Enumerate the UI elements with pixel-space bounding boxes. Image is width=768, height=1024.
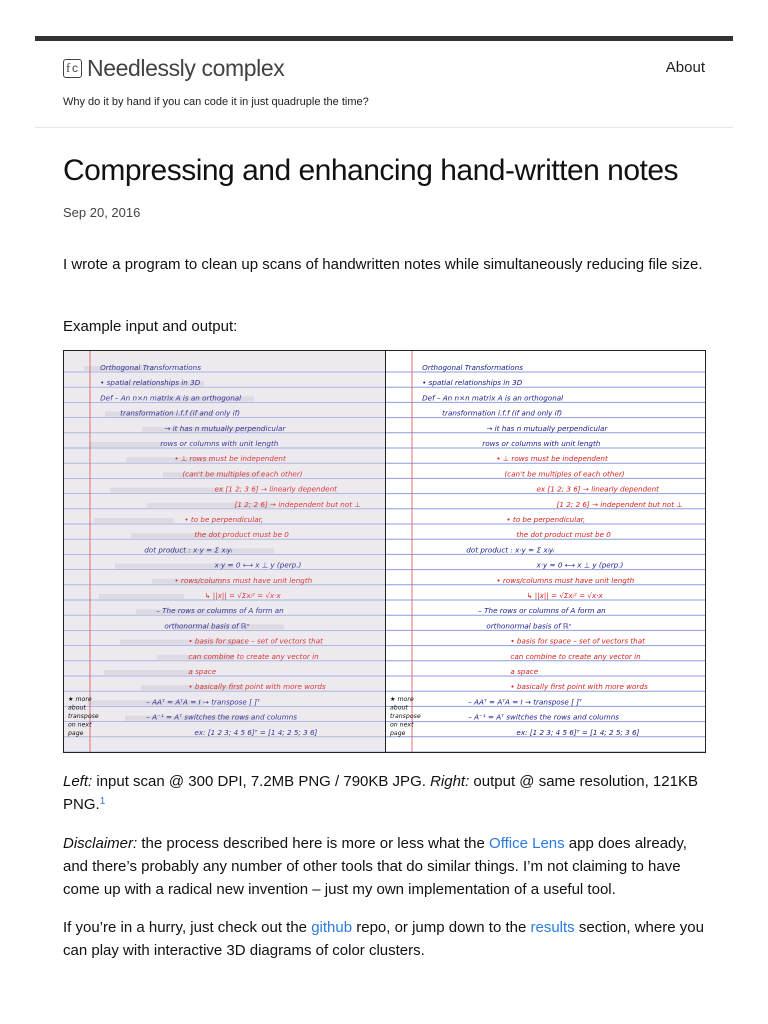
github-link[interactable]: github — [311, 919, 353, 936]
right-note-line: – AAᵀ = AᵀA = I ⇝ transpose [ ]ᵀ — [468, 697, 582, 707]
office-lens-link[interactable]: Office Lens — [489, 835, 565, 852]
left-bleed-mark — [89, 442, 164, 447]
left-note-line: – The rows or columns of A form an — [156, 606, 284, 616]
left-bleed-mark — [99, 594, 184, 599]
left-note-line: x·y = 0 ⟷ x ⊥ y (perp.) — [214, 560, 302, 570]
right-note-line: – A⁻¹ = Aᵀ switches the rows and columns — [468, 712, 620, 722]
disclaimer-paragraph — [63, 832, 705, 901]
right-note-line: ex: [1 2 3; 4 5 6]ᵀ = [1 4; 2 5; 3 6] — [516, 727, 640, 737]
hurry-text-before: If you’re in a hurry, just check out the — [63, 919, 312, 936]
disclaimer-text-before: the process described here is more or less what the — [137, 835, 490, 852]
left-note-line: • basis for space – set of vectors that — [188, 636, 323, 646]
right-note-line: orthonormal basis of ℝⁿ — [486, 621, 572, 631]
left-note-line: a space — [188, 667, 217, 676]
left-note-line: • basically first point with more words — [188, 682, 326, 692]
caption-left-label: Left: — [63, 773, 93, 790]
right-margin-note: about — [390, 704, 408, 712]
hurry-paragraph — [63, 916, 705, 962]
left-note-line: ex [1 2; 3 6] → linearly dependent — [214, 484, 337, 494]
right-note-line: the dot product must be 0 — [516, 530, 611, 540]
right-margin-note: ★ more — [390, 696, 414, 703]
example-label: Example input and output: — [63, 318, 238, 335]
disclaimer-text-after: app does already, and there’s probably any number of other tools that do similar things. I’m not claiming to have come up with a radical new invention – just my own implementation of a useful tool. — [63, 835, 687, 898]
right-note-line: a space — [510, 667, 539, 676]
left-note-line: dot product : x·y = Σ xᵢyᵢ — [144, 545, 233, 555]
right-note-line: – The rows or columns of A form an — [478, 606, 606, 616]
left-margin-note: about — [68, 704, 86, 712]
right-note-line: • basically first point with more words — [510, 682, 648, 692]
left-note-line: Orthogonal Transformations — [100, 363, 202, 372]
left-notes-panel — [64, 351, 385, 753]
caption-right-label: Right: — [430, 773, 470, 790]
left-margin-note: transpose — [68, 713, 99, 720]
caption-left-text: input scan @ 300 DPI, 7.2MB PNG / 790KB JPG. — [92, 773, 431, 790]
results-link[interactable]: results — [530, 919, 575, 936]
left-note-line: Def – An n×n matrix A is an orthogonal — [100, 393, 242, 403]
site-logo-icon: f c — [63, 59, 82, 78]
right-note-line: rows or columns with unit length — [482, 439, 601, 448]
right-note-line: • to be perpendicular, — [506, 515, 586, 524]
right-note-line: ↳ ||x|| = √Σxᵢ² = √x·x — [526, 591, 603, 600]
figure-caption — [63, 770, 705, 816]
left-note-line: rows or columns with unit length — [160, 439, 279, 448]
site-title[interactable]: Needlessly complex — [87, 55, 285, 81]
right-notes-panel — [386, 351, 706, 753]
left-note-line: – A⁻¹ = Aᵀ switches the rows and columns — [146, 712, 298, 722]
left-note-line: (can't be multiples of each other) — [182, 469, 303, 479]
left-note-line: orthonormal basis of ℝⁿ — [164, 621, 250, 631]
right-note-line: Orthogonal Transformations — [422, 363, 524, 372]
right-note-line: x·y = 0 ⟷ x ⊥ y (perp.) — [536, 560, 624, 570]
post-date: Sep 20, 2016 — [63, 205, 141, 220]
site-header — [35, 41, 733, 128]
left-note-line: ↳ ||x|| = √Σxᵢ² = √x·x — [204, 591, 281, 600]
right-margin-note: transpose — [390, 713, 421, 720]
disclaimer-label: Disclaimer: — [63, 835, 138, 852]
right-note-line: Def – An n×n matrix A is an orthogonal — [422, 393, 564, 403]
right-note-line: dot product : x·y = Σ xᵢyᵢ — [466, 545, 555, 555]
site-tagline: Why do it by hand if you can code it in just quadruple the time? — [63, 96, 369, 108]
site-brand-link[interactable] — [63, 55, 284, 82]
right-note-line: • rows/columns must have unit length — [496, 575, 635, 585]
right-note-line: → it has n mutually perpendicular — [486, 423, 608, 433]
hurry-text-mid: repo, or jump down to the — [352, 919, 531, 936]
right-note-line: (can't be multiples of each other) — [504, 469, 625, 479]
left-note-line: transformation i.f.f (if and only if) — [120, 408, 241, 418]
left-bleed-mark — [110, 488, 224, 493]
left-note-line: • to be perpendicular, — [184, 515, 264, 524]
right-note-line: • spatial relationships in 3D — [422, 378, 523, 388]
left-note-line: • spatial relationships in 3D — [100, 378, 201, 388]
left-note-line: the dot product must be 0 — [194, 530, 289, 540]
left-note-line: → it has n mutually perpendicular — [164, 423, 286, 433]
left-note-line: – AAᵀ = AᵀA = I ⇝ transpose [ ]ᵀ — [146, 697, 260, 707]
notes-comparison-svg — [64, 351, 706, 753]
nav-about-link[interactable]: About — [665, 59, 705, 76]
post-title: Compressing and enhancing hand-written notes — [63, 154, 679, 187]
right-note-line: ex [1 2; 3 6] → linearly dependent — [536, 484, 659, 494]
left-note-line: [1 2; 2 6] → independent but not ⊥ — [234, 499, 361, 509]
left-note-line: ex: [1 2 3; 4 5 6]ᵀ = [1 4; 2 5; 3 6] — [194, 727, 318, 737]
left-margin-note: ★ more — [68, 696, 92, 703]
right-note-line: • basis for space – set of vectors that — [510, 636, 645, 646]
left-note-line: • ⊥ rows must be independent — [174, 454, 286, 464]
left-margin-note: page — [68, 730, 84, 737]
right-note-line: can combine to create any vector in — [510, 651, 641, 661]
right-note-line: • ⊥ rows must be independent — [496, 454, 608, 464]
notes-comparison-figure — [63, 350, 706, 753]
right-margin-note: page — [390, 730, 406, 737]
left-note-line: • rows/columns must have unit length — [174, 575, 313, 585]
footnote-link[interactable]: 1 — [99, 796, 106, 807]
left-bleed-mark — [94, 518, 174, 523]
post-header — [63, 150, 705, 220]
left-margin-note: on next — [68, 721, 92, 729]
right-note-line: [1 2; 2 6] → independent but not ⊥ — [556, 499, 683, 509]
left-bleed-mark — [104, 670, 194, 675]
caption-right-text: output @ same resolution, 121KB PNG. — [63, 773, 698, 813]
right-margin-note: on next — [390, 721, 414, 729]
right-note-line: transformation i.f.f (if and only if) — [442, 408, 563, 418]
left-note-line: can combine to create any vector in — [188, 651, 319, 661]
hurry-text-after: section, where you can play with interactive 3D diagrams of color clusters. — [63, 919, 704, 959]
intro-paragraph: I wrote a program to clean up scans of handwritten notes while simultaneously reducing file size. — [63, 256, 703, 273]
